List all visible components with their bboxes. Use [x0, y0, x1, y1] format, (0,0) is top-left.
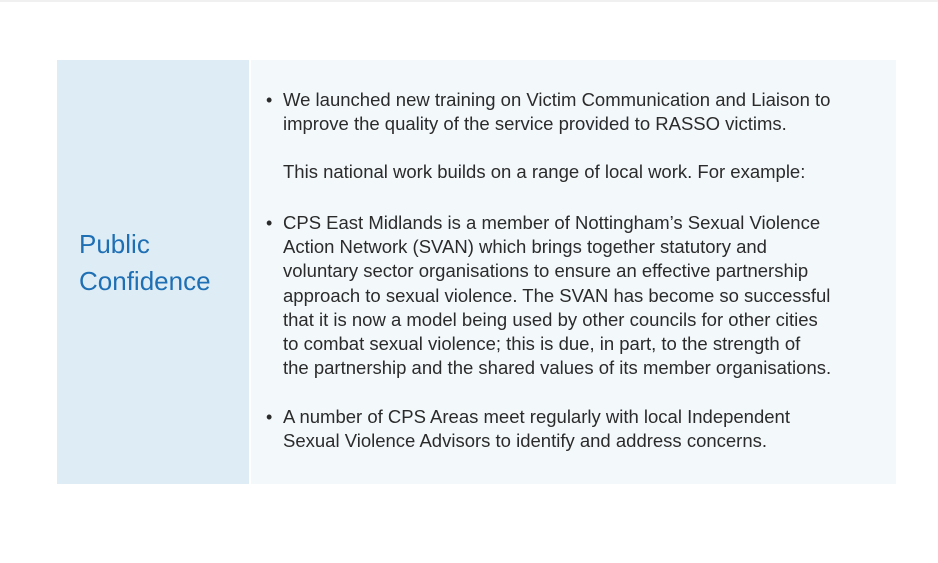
- bullet-item-training: [266, 88, 831, 136]
- content-panel: [251, 60, 896, 484]
- text-line: We launched new training on Victim Communication and Liaison to: [283, 89, 831, 110]
- text-line: voluntary sector organisations to ensure an effective partnership: [283, 260, 809, 282]
- bullet-icon: •: [266, 407, 273, 427]
- text-line: that it is now a model being used by other councils for other cities: [283, 308, 818, 330]
- bullet-item-advisors: [266, 405, 790, 453]
- bullet-icon: •: [266, 90, 273, 110]
- intro-paragraph: [283, 160, 805, 184]
- heading-line: Public: [79, 229, 150, 259]
- text-line: to combat sexual violence; this is due, in part, to the strength of: [283, 333, 801, 355]
- text-line: A number of CPS Areas meet regularly with local Independent: [283, 406, 790, 427]
- bullet-icon: •: [266, 213, 273, 233]
- text-line: improve the quality of the service provided to RASSO victims.: [283, 113, 787, 135]
- heading-line: Confidence: [79, 266, 211, 296]
- text-line: the partnership and the shared values of its member organisations.: [283, 357, 832, 379]
- text-line: Sexual Violence Advisors to identify and address concerns.: [283, 430, 768, 452]
- text-line: Action Network (SVAN) which brings together statutory and: [283, 236, 767, 258]
- text-line: This national work builds on a range of local work. For example:: [283, 161, 806, 182]
- section-heading: [79, 226, 211, 300]
- text-line: approach to sexual violence. The SVAN has become so successful: [283, 284, 831, 306]
- section-label-panel: [57, 60, 249, 484]
- bullet-item-svan: [266, 211, 832, 380]
- text-line: CPS East Midlands is a member of Nottingham’s Sexual Violence: [283, 212, 821, 233]
- top-divider: [0, 0, 938, 2]
